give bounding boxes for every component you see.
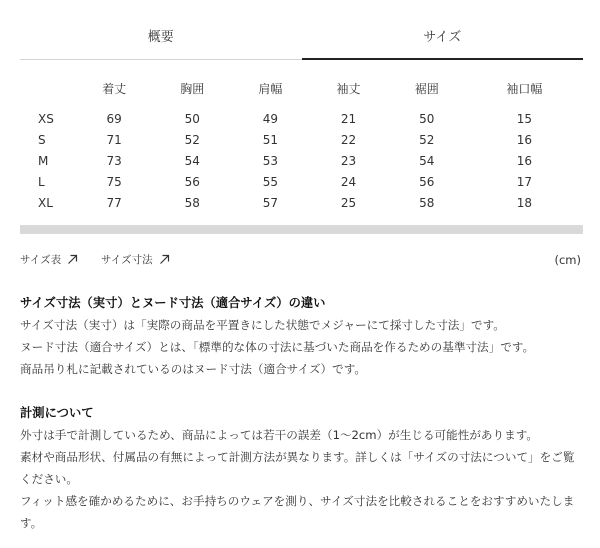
paragraph: サイズ寸法（実寸）は「実際の商品を平置きにした状態でメジャーにて採寸した寸法」です。 bbox=[20, 318, 505, 332]
table-cell: 22 bbox=[340, 132, 357, 147]
arrow-up-right-icon bbox=[67, 254, 78, 265]
size-label: L bbox=[38, 174, 45, 189]
size-links bbox=[20, 252, 583, 270]
table-row bbox=[20, 150, 583, 171]
section-heading: 計測について bbox=[20, 406, 94, 420]
paragraph: 素材や商品形状、付属品の有無によって計測方法が異なります。詳しくは「サイズの寸法について」をご覧ください。 bbox=[20, 450, 575, 486]
table-row bbox=[20, 108, 583, 129]
table-cell: 21 bbox=[340, 111, 357, 126]
tab-bar bbox=[20, 18, 583, 61]
column-header: 裾囲 bbox=[414, 81, 439, 96]
table-cell: 71 bbox=[106, 132, 122, 147]
table-row bbox=[20, 129, 583, 150]
size-chart-link-label: サイズ表 bbox=[20, 254, 62, 266]
table-cell: 77 bbox=[106, 195, 122, 210]
tab-size[interactable]: サイズ bbox=[423, 30, 462, 45]
table-row bbox=[20, 192, 583, 213]
tab-overview[interactable]: 概要 bbox=[147, 30, 174, 45]
table-horizontal-scrollbar[interactable] bbox=[20, 225, 583, 234]
table-cell: 50 bbox=[419, 111, 435, 126]
size-measure-link[interactable] bbox=[101, 252, 170, 267]
size-chart-link[interactable] bbox=[20, 252, 78, 267]
table-header-corner bbox=[20, 78, 75, 108]
table-cell: 50 bbox=[184, 111, 200, 126]
table-cell: 52 bbox=[184, 132, 200, 147]
table-header-row bbox=[20, 78, 583, 108]
paragraph: 商品吊り札に記載されているのはヌード寸法（適合サイズ）です。 bbox=[20, 362, 366, 376]
tab-active-indicator bbox=[302, 58, 583, 60]
table-cell: 51 bbox=[262, 132, 279, 147]
size-table bbox=[20, 78, 583, 213]
column-header: 胸囲 bbox=[180, 81, 205, 96]
table-cell: 58 bbox=[419, 195, 435, 210]
paragraph: フィット感を確かめるために、お手持ちのウェアを測り、サイズ寸法を比較されることをおすすめいたします。 bbox=[20, 494, 575, 530]
size-label: XS bbox=[38, 111, 54, 126]
table-cell: 56 bbox=[184, 174, 200, 189]
section-heading: サイズ寸法（実寸）とヌード寸法（適合サイズ）の違い bbox=[20, 296, 326, 310]
size-label: M bbox=[38, 153, 49, 168]
table-cell: 57 bbox=[262, 195, 279, 210]
paragraph: 外寸は手で計測しているため、商品によっては若干の誤差（1〜2cm）が生じる可能性があります。 bbox=[20, 428, 538, 442]
table-cell: 53 bbox=[262, 153, 279, 168]
table-cell: 54 bbox=[184, 153, 200, 168]
column-header: 袖丈 bbox=[336, 81, 361, 96]
arrow-up-right-icon bbox=[159, 254, 170, 265]
size-measure-link-label: サイズ寸法 bbox=[101, 254, 153, 266]
size-label: S bbox=[38, 132, 46, 147]
column-header: 着丈 bbox=[102, 81, 127, 96]
table-cell: 17 bbox=[516, 174, 533, 189]
table-cell: 69 bbox=[106, 111, 122, 126]
table-cell: 49 bbox=[262, 111, 279, 126]
table-cell: 24 bbox=[340, 174, 357, 189]
unit-label: (cm) bbox=[554, 253, 581, 267]
column-header: 袖口幅 bbox=[506, 81, 543, 96]
table-cell: 54 bbox=[419, 153, 435, 168]
table-cell: 75 bbox=[106, 174, 122, 189]
table-cell: 73 bbox=[106, 153, 122, 168]
table-cell: 16 bbox=[516, 132, 533, 147]
table-cell: 52 bbox=[419, 132, 435, 147]
table-cell: 23 bbox=[340, 153, 357, 168]
table-cell: 15 bbox=[516, 111, 533, 126]
size-difference-section bbox=[20, 292, 590, 380]
table-cell: 56 bbox=[419, 174, 435, 189]
table-cell: 18 bbox=[516, 195, 533, 210]
paragraph: ヌード寸法（適合サイズ）とは、「標準的な体の寸法に基づいた商品を作るための基準寸法」です。 bbox=[20, 340, 535, 354]
table-cell: 58 bbox=[184, 195, 200, 210]
size-label: XL bbox=[38, 195, 53, 210]
measurement-section bbox=[20, 402, 590, 534]
table-row bbox=[20, 171, 583, 192]
table-cell: 16 bbox=[516, 153, 533, 168]
table-cell: 55 bbox=[262, 174, 279, 189]
table-cell: 25 bbox=[340, 195, 357, 210]
column-header: 肩幅 bbox=[258, 81, 283, 96]
